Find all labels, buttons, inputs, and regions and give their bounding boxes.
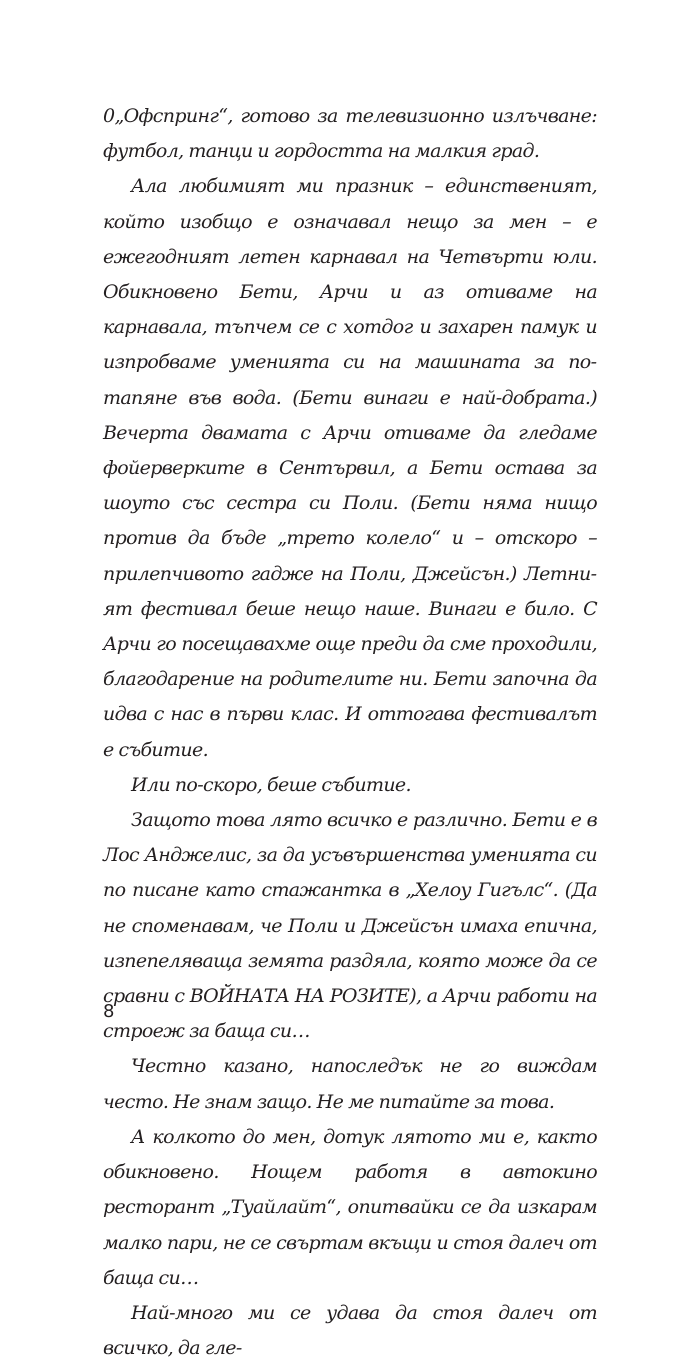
paragraph-6: А колкото до мен, дотук лятото ми е, както обикновено. Нощем работя в автокино ресторант „Туайлайт“, опитвайки се да изкарам малко пари, не се свъртам вкъщи и стоя далеч от баща си…: [103, 1125, 597, 1289]
body-text: [103, 99, 597, 1366]
paragraph-3: Или по-скоро, беше събитие.: [131, 773, 411, 796]
paragraph-5: Честно казано, напоследък не го виждам често. Не знам защо. Не ме питайте за това.: [103, 1055, 597, 1113]
paragraph-2: Ала любимият ми празник – единственият, който изобщо е означавал нещо за мен – е ежегодният летен карнавал на Четвърти юли. Обикновено Бети, Арчи и аз отиваме на карнавала, тъпчем се с хотдог и захарен памук и изпробваме уменията си на машината за потапяне във вода. (Бети винаги е най-добрата.) Вечерта двамата с Арчи отиваме да гледаме фойерверките в Сентървил, а Бети остава за шоуто със сестра си Поли. (Бети няма нищо против да бъде „трето колело“ и – отскоро – прилепчивото гадже на Поли, Джейсън.) Летният фестивал беше нещо наше. Винаги е било. С Арчи го посещавахме още преди да сме проходили, благодарение на родителите ни. Бети започна да идва с нас в първи клас. И оттогава фестивалът е събитие.: [103, 175, 597, 761]
paragraph-7: Най-много ми се удава да стоя далеч от всичко, да гле-: [103, 1301, 597, 1360]
paragraph-4: Защото това лято всичко е различно. Бети е в Лос Анджелис, за да усъвършенства уменията си по писане като стажантка в „Хелоу Гигълс“. (Да не споменавам, че Поли и Джейсън имаха епична, изпепеляваща земята раздяла, която може да се сравни с ВОЙНАТА НА РОЗИТЕ), а Арчи работи на строеж за баща си…: [103, 809, 597, 1043]
paragraph-1: 0„Офспринг“, готово за телевизионно излъчване: футбол, танци и гордостта на малкия град.: [103, 105, 597, 163]
page-number: 8: [103, 1001, 115, 1022]
